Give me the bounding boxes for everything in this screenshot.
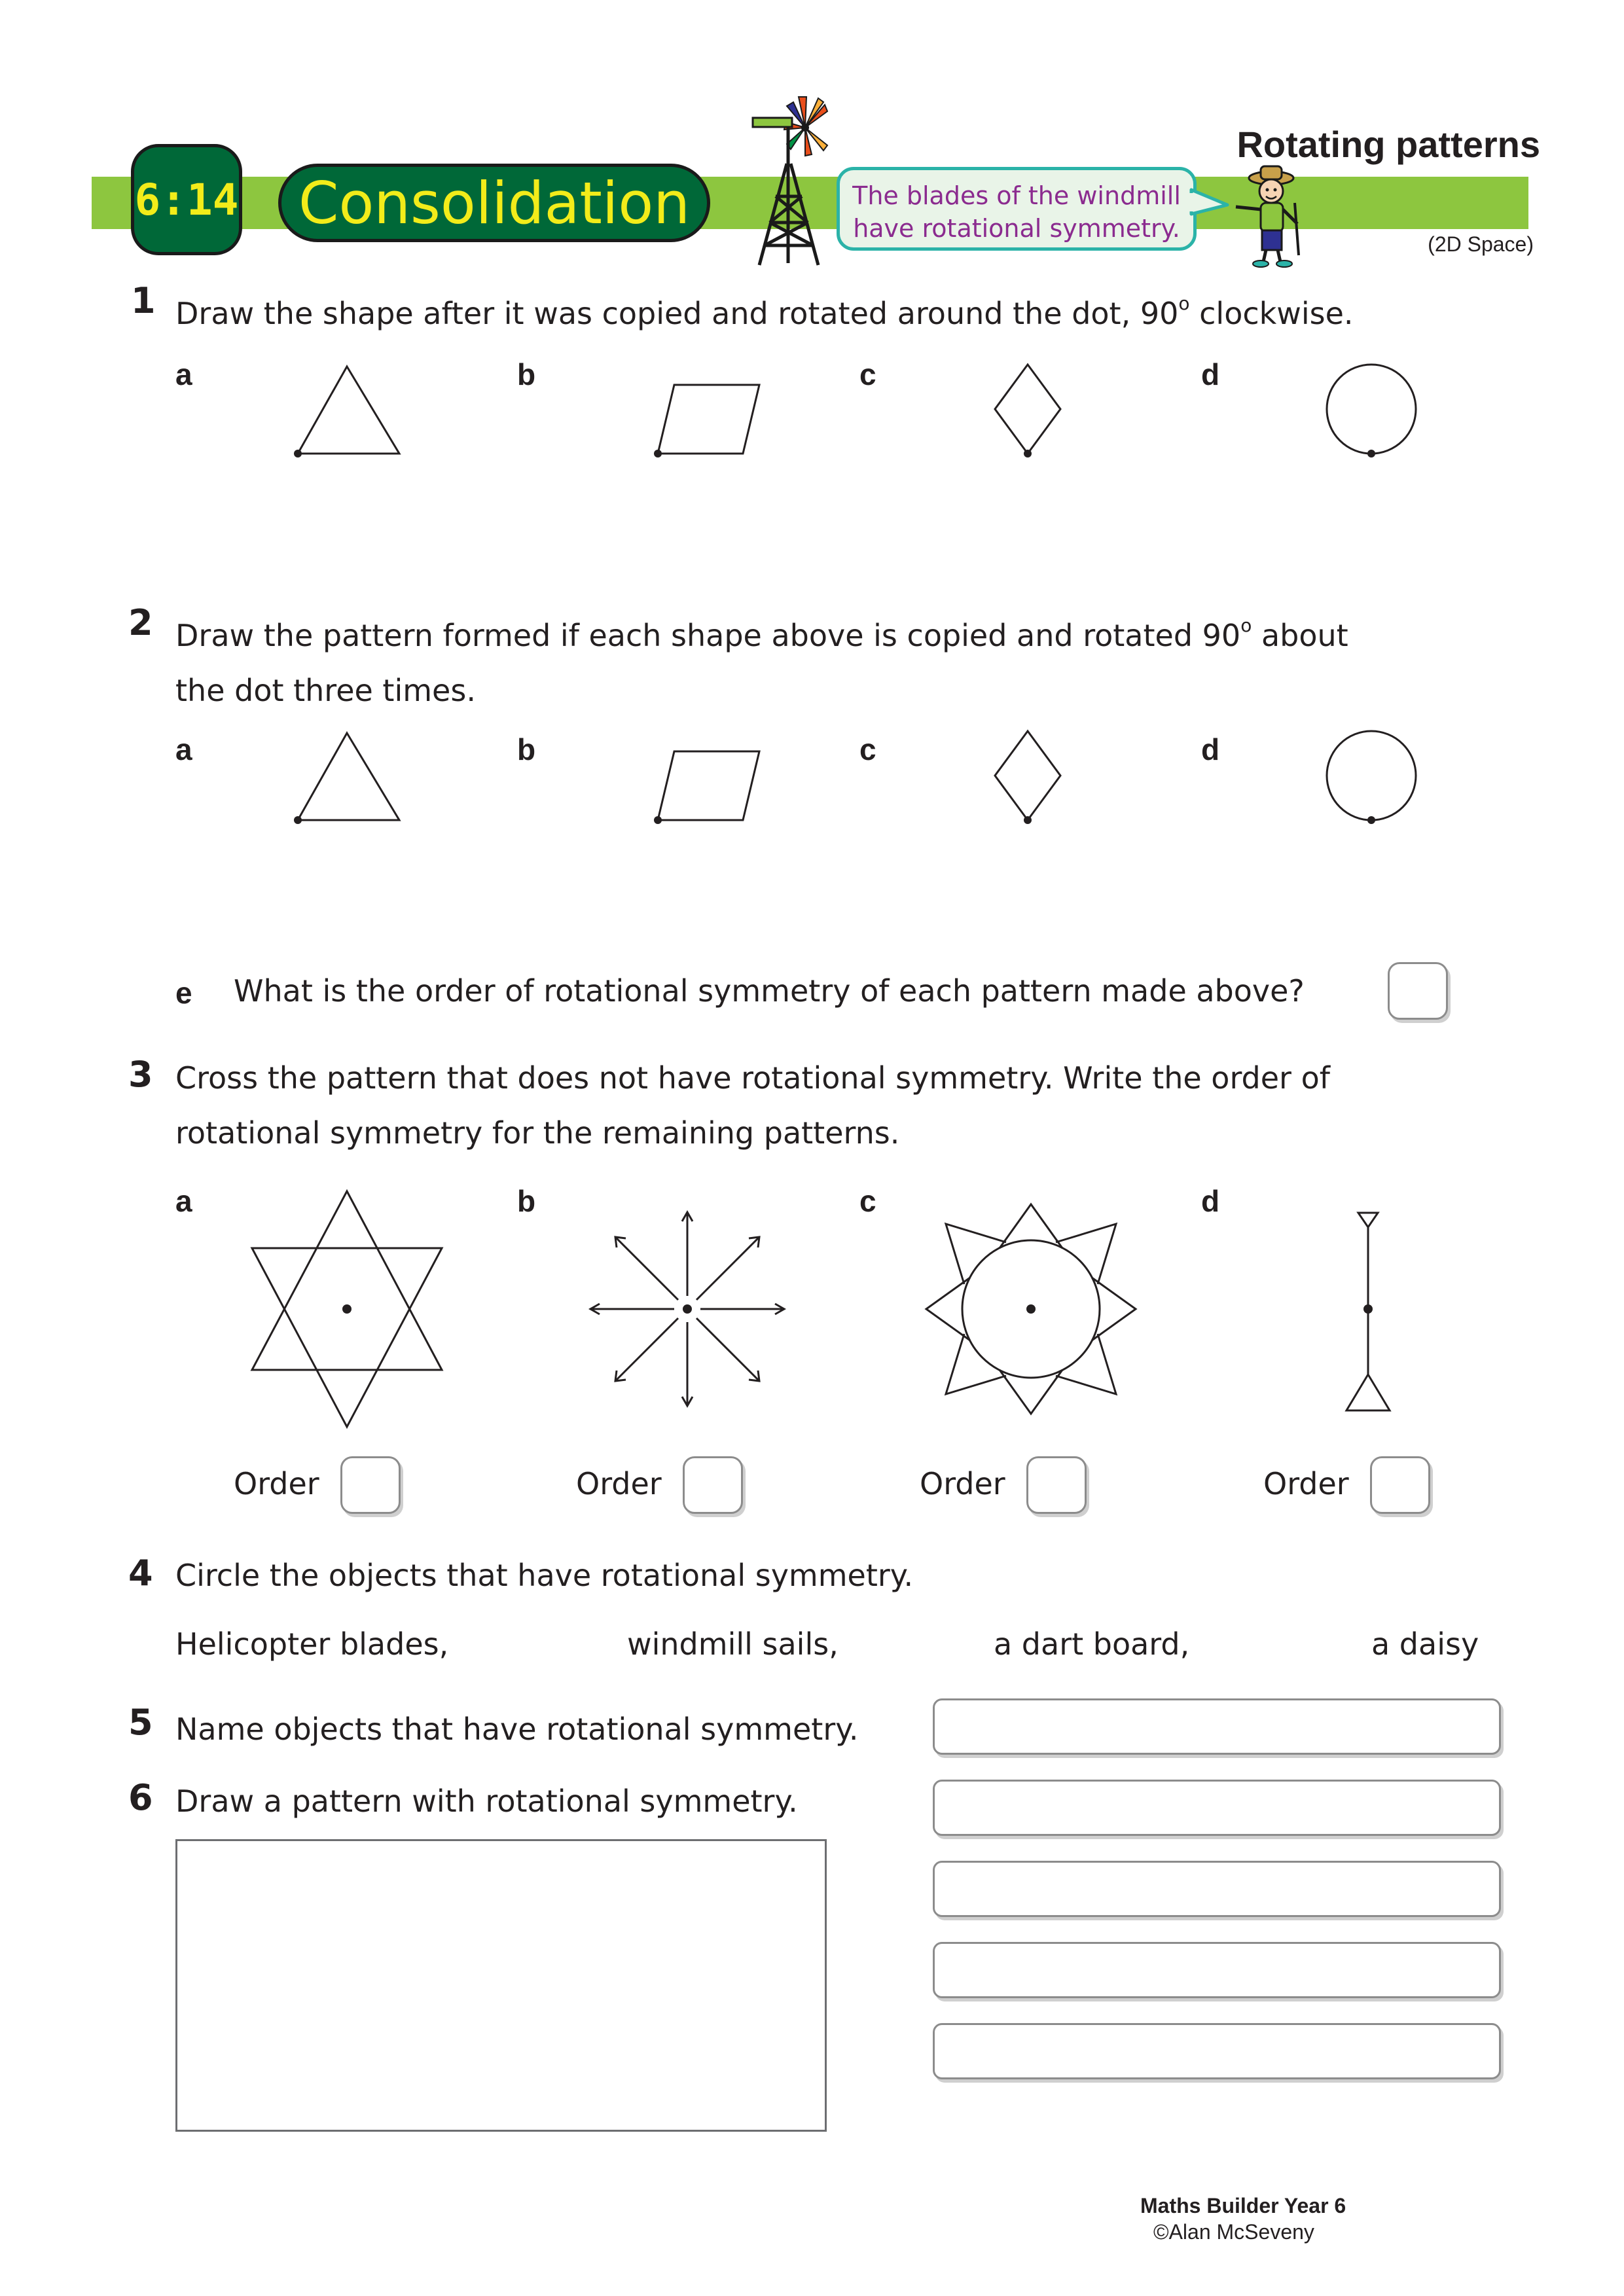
- q3-part-d: d: [1201, 1184, 1220, 1218]
- q2-part-a: a: [175, 732, 192, 766]
- q2-part-b: b: [517, 732, 536, 766]
- unit-badge: 6:14: [131, 144, 242, 255]
- q3-line-pattern: [1339, 1208, 1398, 1414]
- q2-circle: [1319, 723, 1424, 828]
- q5-answer-line-4[interactable]: [933, 1942, 1501, 1998]
- q2-line-1a: Draw the pattern formed if each shape above is copied and rotated 90: [175, 618, 1241, 653]
- speech-bubble: [837, 167, 1197, 251]
- footer-book-title: Maths Builder Year 6: [1140, 2194, 1346, 2217]
- object-dart-board[interactable]: a dart board,: [994, 1626, 1190, 1662]
- q5-answer-line-2[interactable]: [933, 1780, 1501, 1836]
- q3b-order-box[interactable]: [683, 1456, 743, 1514]
- strand-label: (2D Space): [1428, 232, 1534, 256]
- q3c-order-box[interactable]: [1026, 1456, 1087, 1514]
- q3c-order-label: Order: [920, 1466, 1005, 1501]
- q3-arrows-pattern: [583, 1204, 792, 1414]
- question-number-3: 3: [128, 1054, 153, 1095]
- q5-answer-line-3[interactable]: [933, 1861, 1501, 1917]
- footer-copyright: ©Alan McSeveny: [1153, 2220, 1314, 2244]
- q1-part-b: b: [517, 357, 536, 391]
- q1-triangle: [288, 357, 406, 461]
- q2-part-e: e: [175, 976, 192, 1010]
- q3d-order-label: Order: [1263, 1466, 1349, 1501]
- q2-rhombus: [988, 723, 1067, 828]
- object-daisy[interactable]: a daisy: [1371, 1626, 1479, 1662]
- degree-sign: o: [1240, 615, 1252, 636]
- q3-star-pattern: [236, 1185, 458, 1433]
- q3-part-c: c: [859, 1184, 876, 1218]
- question-number-1: 1: [131, 280, 156, 321]
- q3-line-1: Cross the pattern that does not have rotational symmetry. Write the order of: [175, 1060, 1330, 1096]
- question-number-2: 2: [128, 602, 153, 643]
- q3d-order-box[interactable]: [1370, 1456, 1430, 1514]
- question-2-text: [175, 598, 1348, 718]
- q3a-order-label: Order: [234, 1466, 319, 1501]
- question-number-6: 6: [128, 1777, 153, 1818]
- degree-sign: o: [1178, 293, 1190, 314]
- q2-part-e-text: What is the order of rotational symmetry of each pattern made above?: [234, 973, 1305, 1009]
- q1-circle: [1319, 357, 1424, 461]
- question-number-4: 4: [128, 1552, 153, 1594]
- windmill-icon: [746, 92, 831, 268]
- q2-triangle: [288, 723, 406, 828]
- q3-sun-pattern: [926, 1204, 1136, 1414]
- q5-answer-line-5[interactable]: [933, 2023, 1501, 2079]
- object-windmill-sails[interactable]: windmill sails,: [627, 1626, 839, 1662]
- question-5-text: Name objects that have rotational symmetry.: [175, 1712, 859, 1747]
- question-4-text: Circle the objects that have rotational symmetry.: [175, 1558, 914, 1593]
- q2e-answer-box[interactable]: [1388, 962, 1448, 1020]
- q2-line-1b: about: [1252, 618, 1348, 653]
- q1-part-d: d: [1201, 357, 1220, 391]
- q5-answer-line-1[interactable]: [933, 1698, 1501, 1755]
- boy-character-icon: [1231, 164, 1316, 268]
- q2-part-d: d: [1201, 732, 1220, 766]
- q1-parallelogram: [648, 373, 772, 461]
- q3-part-b: b: [517, 1184, 536, 1218]
- q6-drawing-area[interactable]: [175, 1839, 827, 2132]
- speech-line-1: The blades of the windmill: [852, 181, 1181, 210]
- speech-bubble-tail: [1191, 187, 1231, 219]
- object-helicopter-blades[interactable]: Helicopter blades,: [175, 1626, 449, 1662]
- q3a-order-box[interactable]: [340, 1456, 401, 1514]
- q3-part-a: a: [175, 1184, 192, 1218]
- q1-text-a: Draw the shape after it was copied and rotated around the dot, 90: [175, 296, 1179, 331]
- q1-text-b: clockwise.: [1189, 296, 1354, 331]
- q2-line-1: [175, 598, 1348, 663]
- q1-part-c: c: [859, 357, 876, 391]
- question-number-5: 5: [128, 1702, 153, 1743]
- q3-line-2: rotational symmetry for the remaining patterns.: [175, 1115, 900, 1151]
- q2-part-c: c: [859, 732, 876, 766]
- q1-part-a: a: [175, 357, 192, 391]
- question-3-text: [175, 1050, 1330, 1160]
- q2-parallelogram: [648, 740, 772, 828]
- q2-line-2: the dot three times.: [175, 673, 476, 708]
- q3b-order-label: Order: [576, 1466, 662, 1501]
- question-6-text: Draw a pattern with rotational symmetry.: [175, 1784, 798, 1819]
- speech-line-2: have rotational symmetry.: [853, 214, 1180, 243]
- question-1-text: [175, 276, 1354, 341]
- topic-title: Rotating patterns: [1236, 124, 1540, 165]
- page-title: Consolidation: [278, 164, 710, 242]
- q1-rhombus: [988, 357, 1067, 461]
